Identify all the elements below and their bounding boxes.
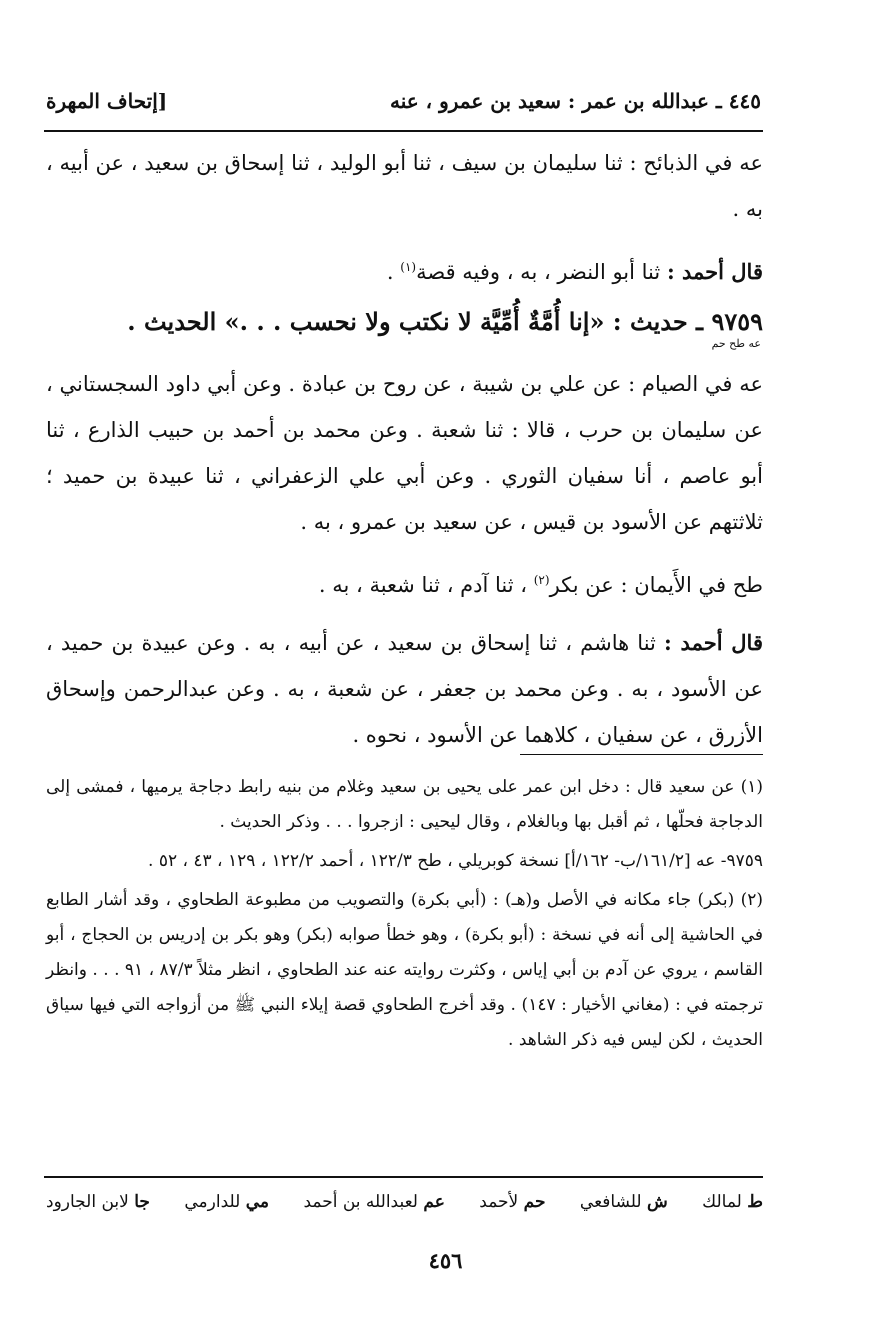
paragraph-5 xyxy=(46,620,763,758)
paragraph-5-text: ثنا هاشم ، ثنا إسحاق بن سعيد ، عن أبيه ، به . وعن عبيدة بن حميد ، عن الأسود ، به . وعن محمد بن جعفر ، عن شعبة ، به . وعن عبدالرحمن وإسحاق الأزرق ، عن سفيان ، كلاهما عن الأسود ، نحوه . xyxy=(46,631,763,747)
header-rule xyxy=(44,130,763,132)
paragraph-2-lead: قال أحمد : xyxy=(666,259,763,284)
hadith-heading-text: ٩٧٥٩ ـ حديث : «إنا أُمَّةٌ أُمِّيَّة لا نكتب ولا نحسب . . .» الحديث . xyxy=(127,307,763,336)
abbreviations-rule xyxy=(44,1176,763,1178)
abbrev-item: مي للدارمي xyxy=(184,1192,270,1212)
footnote-2: (٢) (بكر) جاء مكانه في الأصل و(هـ) : (أبي بكرة) والتصويب من مطبوعة الطحاوي ، وقد أشار الطابع في الحاشية إلى أنه في نسخة : (أبو بكرة) ، وهو خطأ صوابه (بكر) وهو بكر بن إدريس بن الحجاج ، أبو القاسم ، يروي عن آدم بن أبي إياس ، وكثرت روايته عنه عند الطحاوي ، انظر مثلاً ٨٧/٣ ، ٩١ . . . وانظر ترجمته في : (مغاني الأخيار : ١٤٧) . وقد أخرج الطحاوي قصة إيلاء النبي ﷺ من أزواجه التي فيها سياق الحديث ، لكن ليس فيه ذكر الشاهد . xyxy=(46,890,764,1050)
paragraph-3: عه في الصيام : عن علي بن شيبة ، عن روح بن عبادة . وعن أبي داود السجستاني ، عن سليمان بن حرب ، قالا : ثنا شعبة . وعن محمد بن أحمد بن حبيب الذارع ، ثنا أبو عاصم ، أنا سفيان الثوري . وعن أبي علي الزعفراني ، ثنا عبيدة بن حميد ؛ ثلاثتهم عن الأسود بن قيس ، عن سعيد بن عمرو ، به . xyxy=(46,372,763,534)
paragraph-5-lead: قال أحمد : xyxy=(664,630,763,655)
paragraph-4 xyxy=(46,557,763,608)
footnote-hadith-sources: ٩٧٥٩- عه [١٦١/٢/ب- ١٦٢/أ] نسخة كوبريلي ، طح ١٢٢/٣ ، أحمد ١٢٢/٢ ، ١٢٩ ، ٤٣ ، ٥٢ . xyxy=(148,851,763,871)
footnote-rule xyxy=(520,754,763,755)
chapter-title: ٤٤٥ ـ عبدالله بن عمر : سعيد بن عمرو ، عنه xyxy=(390,89,761,113)
main-text xyxy=(46,140,763,770)
abbrev-item: ش للشافعي xyxy=(579,1192,668,1212)
paragraph-2-end: . xyxy=(386,260,401,284)
paragraph-2 xyxy=(46,244,763,295)
running-header xyxy=(46,84,761,118)
paragraph-4-start: طح في الأَيمان : عن بكر xyxy=(549,573,763,597)
abbrev-item: جا لابن الجارود xyxy=(46,1192,150,1212)
page-number: ٤٥٦ xyxy=(428,1248,463,1273)
hadith-sigla: عه طح حم xyxy=(711,337,761,350)
book-title: [إتحاف المهرة xyxy=(46,89,168,113)
footnote-ref-1[interactable]: (١) xyxy=(400,260,417,274)
abbreviations-key xyxy=(46,1192,763,1212)
abbrev-item: حم لأحمد xyxy=(479,1192,546,1212)
footnote-1: (١) عن سعيد قال : دخل ابن عمر على يحيى بن سعيد وغلام من بنيه رابط دجاجة يرميها ، فمشى إلى الدجاجة فحلّها ، ثم أقبل بها وبالغلام ، وقال ليحيى : ازجروا . . . وذكر الحديث . xyxy=(46,777,763,832)
paragraph-1: عه في الذبائح : ثنا سليمان بن سيف ، ثنا أبو الوليد ، ثنا إسحاق بن سعيد ، عن أبيه ، به . xyxy=(46,151,763,221)
footnote-ref-2[interactable]: (٢) xyxy=(533,573,550,587)
hadith-heading xyxy=(46,307,763,351)
abbrev-item: عم لعبدالله بن أحمد xyxy=(303,1192,445,1212)
paragraph-4-end: ، ثنا آدم ، ثنا شعبة ، به . xyxy=(318,573,534,597)
abbrev-item: ط لمالك xyxy=(702,1192,763,1212)
paragraph-2-text: ثنا أبو النضر ، به ، وفيه قصة xyxy=(416,260,661,284)
footnotes xyxy=(46,770,763,1062)
